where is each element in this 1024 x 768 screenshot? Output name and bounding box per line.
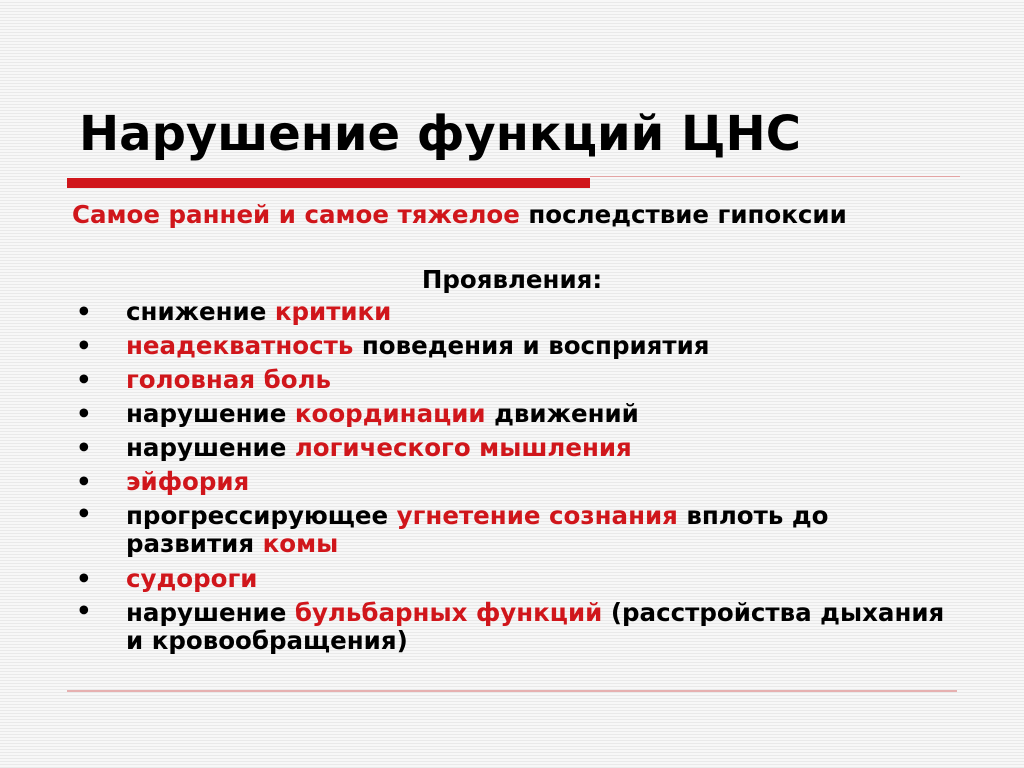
bullet-icon: • (76, 365, 92, 394)
bullet-icon: • (76, 433, 92, 462)
bullet-icon: • (76, 399, 92, 428)
title-underline-bar (67, 178, 590, 188)
subtitle (72, 199, 847, 231)
manifestations-list (72, 296, 952, 660)
item-highlight: комы (262, 529, 339, 558)
item-highlight: бульбарных функций (294, 598, 603, 627)
subtitle-rest: последствие гипоксии (519, 200, 847, 229)
item-highlight: координации (294, 399, 486, 428)
item-text: вплоть до развития (126, 501, 829, 558)
bullet-icon: • (76, 297, 92, 326)
item-text: (расстройства дыхания и кровообращения) (126, 598, 945, 655)
item-text: поведения и восприятия (353, 331, 710, 360)
item-highlight: эйфория (126, 467, 250, 496)
item-text: нарушение (126, 433, 295, 462)
item-text: нарушение (126, 399, 295, 428)
item-highlight: судороги (126, 564, 258, 593)
manifestations-heading: Проявления: (421, 265, 603, 294)
bullet-icon: • (76, 331, 92, 360)
list-item (72, 563, 952, 595)
title-divider-line (590, 176, 960, 177)
item-highlight: головная боль (126, 365, 332, 394)
list-item (72, 432, 952, 464)
item-text: нарушение (126, 598, 295, 627)
bottom-divider-line (67, 690, 957, 692)
item-text: прогрессирующее (126, 501, 397, 530)
list-item (72, 500, 952, 561)
subtitle-highlight: Самое ранней и самое тяжелое (72, 200, 520, 229)
bullet-icon: • (76, 467, 92, 496)
list-item (72, 364, 952, 396)
item-highlight: неадекватность (126, 331, 354, 360)
bullet-icon: • (76, 596, 92, 625)
list-item (72, 597, 952, 658)
item-highlight: угнетение сознания (396, 501, 678, 530)
item-highlight: логического мышления (294, 433, 632, 462)
item-highlight: критики (274, 297, 392, 326)
list-item (72, 296, 952, 328)
slide-title: Нарушение функций ЦНС (79, 106, 801, 162)
item-text: движений (485, 399, 639, 428)
bullet-icon: • (76, 564, 92, 593)
list-item (72, 398, 952, 430)
list-item (72, 330, 952, 362)
item-text: снижение (126, 297, 275, 326)
list-item (72, 466, 952, 498)
bullet-icon: • (76, 499, 92, 528)
